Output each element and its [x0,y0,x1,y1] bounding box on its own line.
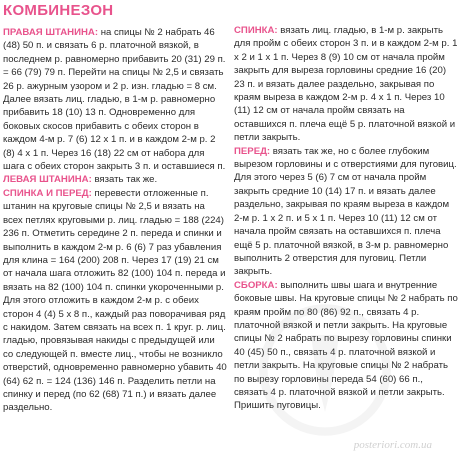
paragraph-right-leg [3,26,227,173]
text-back: вязать лиц. гладью, в 1-м р. закрыть для пройм с обеих сторон 3 п. и в каждом 2-м р. 1 x 2 и 1 x 1 п. Через 8 (9) 10 см от начала пройм закрыть для выреза горловины средние 16 (20) 23 п. и вязать далее раздельно, закрывая по краям выреза в каждом 2-м р. 4 x 1 п. Через 10 (11) 12 см от начала пройм связать на оставшихся п. плеча ещё 5 р. платочной вязкой и петли закрыть. [234,25,458,144]
heading-right-leg: ПРАВАЯ ШТАНИНА: [3,27,99,38]
paragraph-left-leg [3,173,227,186]
document-title: КОМБИНЕЗОН [3,2,114,19]
text-left-leg: вязать так же. [91,174,158,186]
paragraph-front [234,145,458,279]
heading-back: СПИНКА: [234,25,278,36]
right-column [234,24,458,413]
heading-left-leg: ЛЕВАЯ ШТАНИНА: [3,174,92,186]
left-column [3,26,227,415]
paragraph-back-and-front [3,187,227,415]
text-back-and-front: перевести отложенные п. штанин на круговые спицы № 2,5 и вязать на всех петлях круговыми р. лиц. гладью = 188 (224) 236 п. Отметить середине 2 п. переда и спинки и выполнить в каждом 2-м р. 6 (6) 7 раз убавления для клина = 164 (200) 208 п. Через 17 (19) 21 см от начала шага отложить 82 (100) 104 п. переда и вязать на 82 (100) 104 п. спинки укороченными р. Для этого отложить в каждом 2-м р. с обеих сторон 4 (4) 5 x 8 п., каждый раз поворачивая ряд с накидом. Затем связать на всех п. 1 круг. р. лиц. гладью, провязывая накиды с предыдущей или со следующей п. вместе лиц., чтобы не возникло отверстий, одновременно равномерно убавить 40 (64) 62 п. = 124 (136) 146 п. Разделить петли на спинку и перед (по 62 (68) 71 п.) и вязать далее раздельно. [3,187,227,414]
watermark: posteriori.com.ua [353,439,432,451]
text-assembly: выполнить швы шага и внутренние боковые швы. На круговые спицы № 2 набрать по краям пройм по 80 (86) 92 п., связать 4 р. платочной вязкой и петли закрыть. На круговые спицы № 2 набрать по вырезу горловины спинки 40 (45) 50 п., связать 4 р. платочной вязкой и петли закрыть. На круговые спицы № 2 набрать по вырезу горловины переда 54 (60) 66 п., связать 4 р. платочной вязкой и петли закрыть. Пришить пуговицы. [234,279,458,412]
text-front: вязать так же, но с более глубоким вырезом горловины и с отверстиями для пуговиц. Для этого через 5 (6) 7 см от начала пройм закрыть средние 10 (14) 17 п. и вязать далее раздельно, закрывая по краям выреза в каждом 2-м р. 1 x 2 п. и 5 x 1 п. Через 10 (11) 12 см от начала пройм связать на оставшихся п. плеча ещё 5 р. платочной вязкой, в 3-м р. равномерно выполнить 2 отверстия для пуговиц. Петли закрыть. [234,145,457,278]
heading-front: ПЕРЕД: [234,145,271,157]
text-right-leg: на спицы № 2 набрать 46 (48) 50 п. и связать 6 р. платочной вязкой, в последнем р. равномерно прибавить 20 (31) 29 п. = 66 (79) 79 п. Перейти на спицы № 2,5 и связать 26 р. ажурным узором и 2 р. изн. гладью = 8 см. Далее вязать лиц. гладью, в 1-м р. равномерно прибавить 18 (10) 13 п. Одновременно для боковых скосов прибавить с обеих сторон в каждом 4-м р. 7 (6) 12 x 1 п. и в каждом 2-м р. 2 (8) 4 x 1 п. Через 16 (18) 22 см от набора для шага с обеих сторон закрыть 3 п. и оставшиеся п. [3,27,226,173]
paragraph-assembly [234,279,458,413]
heading-back-and-front: СПИНКА И ПЕРЕД: [3,187,92,199]
heading-assembly: СБОРКА: [234,279,278,291]
paragraph-back [234,24,458,145]
